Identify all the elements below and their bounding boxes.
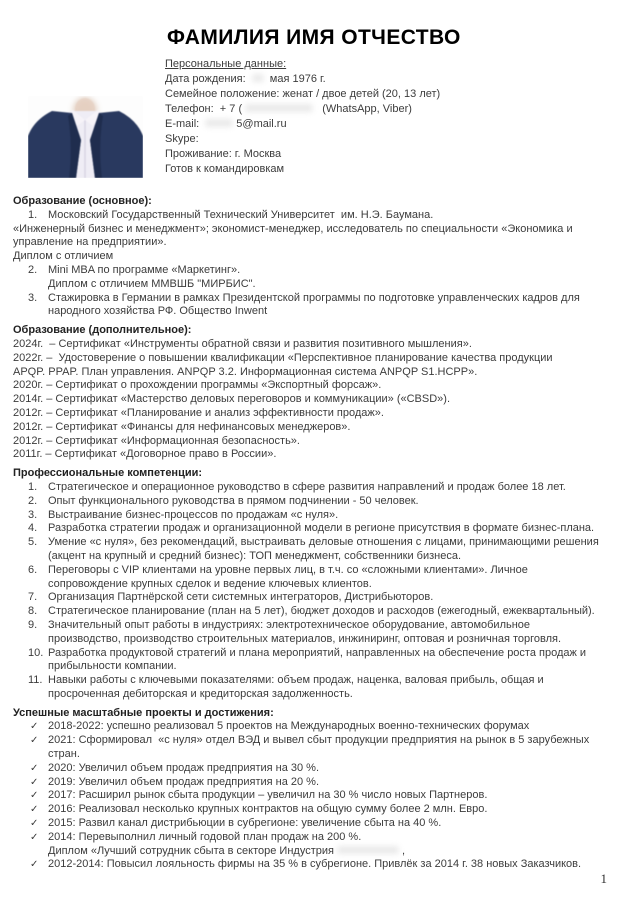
text-fragment: Телефон: + 7 ( bbox=[165, 103, 243, 115]
text-fragment: Выстраивание бизнес-процессов по продажам «с нуля». bbox=[48, 508, 339, 521]
competency-line bbox=[13, 619, 628, 633]
achievement-line bbox=[13, 803, 628, 817]
list-number: 4. bbox=[28, 522, 38, 535]
check-bullet: ✓ bbox=[30, 776, 39, 788]
achievement-line bbox=[13, 776, 628, 790]
personal-data-line bbox=[165, 102, 626, 117]
redacted-text bbox=[252, 74, 264, 82]
text-fragment: Значительный опыт работы в индустриях: электротехническое оборудование, автомобильное bbox=[48, 618, 531, 631]
competency-line bbox=[13, 688, 628, 702]
personal-data-list bbox=[165, 72, 626, 177]
achievement-line bbox=[13, 762, 628, 776]
redacted-text bbox=[337, 846, 399, 854]
competency-line bbox=[13, 591, 628, 605]
achievement-line bbox=[13, 845, 628, 859]
page-title: ФАМИЛИЯ ИМЯ ОТЧЕСТВО bbox=[167, 26, 461, 49]
check-bullet: ✓ bbox=[30, 762, 39, 774]
personal-data-line bbox=[165, 162, 626, 177]
text-fragment: Проживание: г. Москва bbox=[165, 148, 282, 160]
education-main-line bbox=[13, 305, 628, 319]
profile-photo bbox=[28, 96, 143, 178]
text-fragment: APQP. PPAP. План управления. ANPQP 3.2. Информационная система ANPQP S1.HCPP». bbox=[13, 365, 478, 378]
education-additional-list bbox=[13, 338, 628, 462]
education-main-line bbox=[13, 264, 628, 278]
achievements-list bbox=[13, 720, 628, 872]
competency-line bbox=[13, 674, 628, 688]
list-number: 6. bbox=[28, 563, 38, 576]
education-main-line bbox=[13, 236, 628, 250]
competency-line bbox=[13, 550, 628, 564]
text-fragment: 2021: Сформировал «с нуля» отдел ВЭД и вывел сбыт продукции предприятия на рынок в 5 зарубежных bbox=[48, 734, 590, 747]
text-fragment: 2014г. – Сертификат «Мастерство деловых переговоров и коммуникации» («CBSD»). bbox=[13, 393, 451, 406]
competencies-list bbox=[13, 481, 628, 702]
certificate-line bbox=[13, 379, 628, 393]
list-number: 1. bbox=[28, 480, 38, 493]
education-main-list bbox=[13, 209, 628, 319]
text-fragment: 2024г. – Сертификат «Инструменты обратной связи и развития позитивного мышления». bbox=[13, 337, 472, 350]
education-main-line bbox=[13, 292, 628, 306]
text-fragment: 2017: Расширил рынок сбыта продукции – увеличил на 30 % число новых Партнеров. bbox=[48, 789, 488, 802]
list-number: 9. bbox=[28, 618, 38, 631]
competency-line bbox=[13, 522, 628, 536]
text-fragment: Организация Партнёрской сети системных интеграторов, Дистрибьюторов. bbox=[48, 591, 434, 604]
text-fragment: 2016: Реализовал несколько крупных контрактов на общую сумму более 2 млн. Евро. bbox=[48, 803, 488, 816]
text-fragment: Опыт функционального руководства в прямом подчинении - 50 человек. bbox=[48, 494, 419, 507]
page-number: 1 bbox=[600, 871, 607, 886]
achievement-line bbox=[13, 858, 628, 872]
personal-data-line bbox=[165, 87, 626, 102]
text-fragment: (WhatsApp, Viber) bbox=[316, 103, 412, 115]
education-main-line bbox=[13, 209, 628, 223]
text-fragment: Диплом с отличием ММВШБ "МИРБИС". bbox=[48, 277, 256, 290]
achievement-line bbox=[13, 817, 628, 831]
competency-line bbox=[13, 647, 628, 661]
text-fragment: 2012г. – Сертификат «Информационная безопасность». bbox=[13, 434, 300, 447]
certificate-line bbox=[13, 393, 628, 407]
text-fragment: 2011г. – Сертификат «Договорное право в России». bbox=[13, 448, 277, 461]
competency-line bbox=[13, 481, 628, 495]
achievements-heading: Успешные масштабные проекты и достижения: bbox=[13, 706, 274, 719]
text-fragment: 2019: Увеличил объем продаж предприятия на 20 %. bbox=[48, 775, 320, 788]
education-main-line bbox=[13, 278, 628, 292]
text-fragment: Умение «с нуля», без рекомендаций, выстраивать деловые отношения с лицами, принимающими решения bbox=[48, 536, 599, 549]
personal-data-line bbox=[165, 72, 626, 87]
text-fragment: Mini MBA по программе «Маркетинг». bbox=[48, 263, 241, 276]
text-fragment: 2012г. – Сертификат «Финансы для нефинансовых менеджеров». bbox=[13, 420, 351, 433]
achievement-line bbox=[13, 720, 628, 734]
text-fragment: Стратегическое планирование (план на 5 лет), бюджет доходов и расходов (ежегодный, ежеквартальный). bbox=[48, 605, 595, 618]
text-fragment: Семейное положение: женат / двое детей (20, 13 лет) bbox=[165, 88, 441, 100]
personal-data-line bbox=[165, 132, 626, 147]
check-bullet: ✓ bbox=[30, 818, 39, 830]
list-number: 2. bbox=[28, 494, 38, 507]
certificate-line bbox=[13, 448, 628, 462]
list-number: 8. bbox=[28, 605, 38, 618]
text-fragment: 2022г. – Удостоверение о повышении квалификации «Перспективное планирование качества продукции bbox=[13, 351, 553, 364]
competency-line bbox=[13, 605, 628, 619]
certificate-line bbox=[13, 407, 628, 421]
text-fragment: стран. bbox=[48, 748, 80, 761]
check-bullet: ✓ bbox=[30, 804, 39, 816]
competency-line bbox=[13, 633, 628, 647]
text-fragment: Диплом «Лучший сотрудник сбыта в секторе Индустрия bbox=[48, 844, 334, 857]
profile-photo-graphic bbox=[28, 96, 143, 178]
check-bullet: ✓ bbox=[30, 721, 39, 733]
text-fragment: Навыки работы с ключевыми показателями: объем продаж, наценка, валовая прибыль, общая и bbox=[48, 674, 544, 687]
text-fragment: просроченная дебиторская и кредиторская задолженность. bbox=[48, 687, 353, 700]
achievement-line bbox=[13, 831, 628, 845]
education-main-heading: Образование (основное): bbox=[13, 195, 152, 207]
text-fragment: мая 1976 г. bbox=[266, 73, 326, 85]
text-fragment: 2015: Развил канал дистрибьюции в субрегионе: увеличение сбыта на 40 %. bbox=[48, 817, 442, 830]
competency-line bbox=[13, 536, 628, 550]
header-text-block bbox=[165, 26, 626, 177]
list-number: 10. bbox=[28, 646, 44, 659]
list-number: 5. bbox=[28, 536, 38, 549]
text-fragment: производство, производство строительных материалов, инжиниринг, оптовая и розничная торговля. bbox=[48, 632, 562, 645]
text-fragment: народного хозяйства РФ. Общество Inwent bbox=[48, 305, 268, 318]
competency-line bbox=[13, 578, 628, 592]
check-bullet: ✓ bbox=[30, 859, 39, 871]
list-number: 7. bbox=[28, 591, 38, 604]
text-fragment: Готов к командировкам bbox=[165, 163, 285, 175]
section-education-main bbox=[13, 195, 628, 319]
education-main-line bbox=[13, 223, 628, 237]
list-number: 3. bbox=[28, 508, 38, 521]
personal-data-line bbox=[165, 117, 626, 132]
personal-data-heading: Персональные данные: bbox=[165, 58, 287, 70]
resume-header bbox=[0, 0, 632, 190]
achievement-line bbox=[13, 748, 628, 762]
competency-line bbox=[13, 509, 628, 523]
competency-line bbox=[13, 564, 628, 578]
text-fragment: 2020: Увеличил объем продаж предприятия на 30 %. bbox=[48, 761, 320, 774]
text-fragment: Стажировка в Германии в рамках Президентской программы по подготовке управленческих кадров для bbox=[48, 291, 580, 304]
text-fragment: 2012-2014: Повысил лояльность фирмы на 35 % в субрегионе. Привлёк за 2014 г. 38 новых Заказчиков. bbox=[48, 858, 582, 871]
text-fragment: Московский Государственный Технический Университет им. Н.Э. Баумана. bbox=[48, 208, 434, 221]
text-fragment: (акцент на крупный и средний бизнес): ТОП менеджмент, собственники бизнеса. bbox=[48, 549, 462, 562]
list-number: 3. bbox=[28, 291, 38, 304]
achievement-line bbox=[13, 789, 628, 803]
personal-data-line bbox=[165, 147, 626, 162]
certificate-line bbox=[13, 435, 628, 449]
competency-line bbox=[13, 660, 628, 674]
competencies-heading: Профессиональные компетенции: bbox=[13, 467, 203, 480]
check-bullet: ✓ bbox=[30, 790, 39, 802]
text-fragment: Дата рождения: bbox=[165, 73, 249, 85]
check-bullet: ✓ bbox=[30, 831, 39, 843]
text-fragment: Переговоры с VIP клиентами на уровне первых лиц, в т.ч. со «сложными клиентами». Личное bbox=[48, 563, 528, 576]
text-fragment: сопровождение крупных сделок и ведение ключевых клиентов. bbox=[48, 577, 372, 590]
section-education-additional bbox=[13, 324, 628, 462]
text-fragment: 2012г. – Сертификат «Планирование и анализ эффективности продаж». bbox=[13, 406, 384, 419]
competency-line bbox=[13, 495, 628, 509]
achievement-line bbox=[13, 734, 628, 748]
section-competencies bbox=[13, 467, 628, 702]
certificate-line bbox=[13, 338, 628, 352]
text-fragment: 5@mail.ru bbox=[236, 118, 287, 130]
text-fragment: прибыльности компании. bbox=[48, 660, 177, 673]
certificate-line bbox=[13, 421, 628, 435]
text-fragment: Skype: bbox=[165, 133, 199, 145]
text-fragment: Диплом с отличием bbox=[13, 250, 114, 263]
text-fragment: 2014: Перевыполнил личный годовой план продаж на 200 %. bbox=[48, 830, 362, 843]
text-fragment: «Инженерный бизнес и менеджмент»; экономист-менеджер, исследователь по специальности «Экономика и bbox=[13, 222, 573, 235]
list-number: 2. bbox=[28, 263, 38, 276]
text-fragment: Разработка продуктовой стратегий и плана мероприятий, направленных на обеспечение роста продаж и bbox=[48, 646, 587, 659]
text-fragment: 2018-2022: успешно реализовал 5 проектов на Международных военно-технических форумах bbox=[48, 720, 530, 733]
check-bullet: ✓ bbox=[30, 735, 39, 747]
list-number: 1. bbox=[28, 208, 38, 221]
education-main-line bbox=[13, 250, 628, 264]
certificate-line bbox=[13, 366, 628, 380]
section-achievements bbox=[13, 707, 628, 873]
text-fragment: , bbox=[401, 844, 406, 857]
certificate-line bbox=[13, 352, 628, 366]
redacted-text bbox=[205, 119, 233, 127]
text-fragment: Стратегическое и операционное руководство в сфере развития направлений и продаж более 18 лет. bbox=[48, 480, 566, 493]
education-additional-heading: Образование (дополнительное): bbox=[13, 324, 192, 337]
text-fragment: 2020г. – Сертификат о прохождении программы «Экспортный форсаж». bbox=[13, 379, 382, 392]
text-fragment: E-mail: bbox=[165, 118, 203, 130]
text-fragment: управление на предприятии». bbox=[13, 236, 167, 249]
text-fragment: Разработка стратегии продаж и организационной модели в регионе присутствия в формате бизнес-плана. bbox=[48, 522, 595, 535]
redacted-text bbox=[245, 104, 313, 112]
list-number: 11. bbox=[28, 674, 43, 687]
